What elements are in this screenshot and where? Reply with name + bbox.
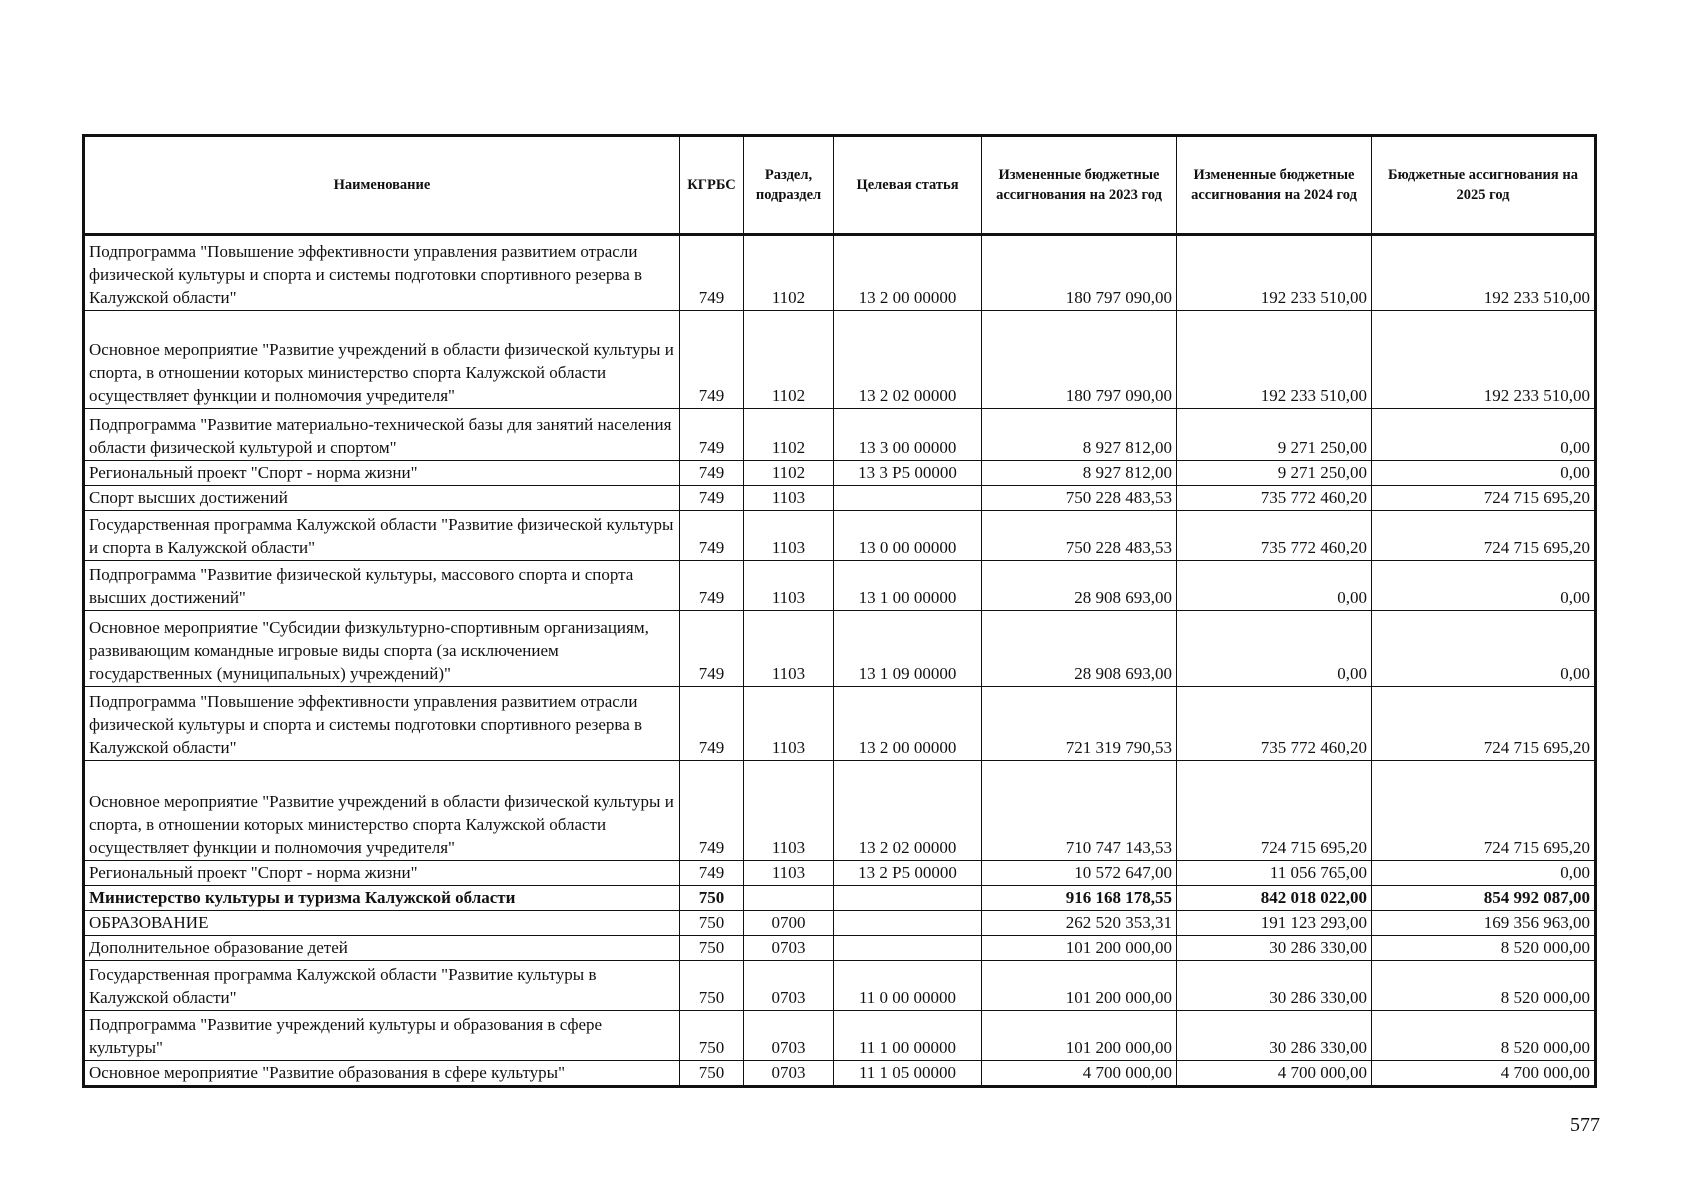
table-row [84,611,1596,687]
cell-2025: 0,00 [1372,561,1596,611]
cell-target: 13 2 00 00000 [834,235,982,311]
table-body [84,235,1596,1087]
cell-2025: 8 520 000,00 [1372,961,1596,1011]
header-target: Целевая статья [834,136,982,235]
cell-section [744,886,834,911]
cell-2024: 735 772 460,20 [1177,486,1372,511]
cell-2025: 192 233 510,00 [1372,311,1596,409]
cell-section: 0703 [744,936,834,961]
table-row [84,311,1596,409]
cell-section: 1103 [744,861,834,886]
cell-2023: 916 168 178,55 [982,886,1177,911]
table-row [84,761,1596,861]
cell-kgrbs: 750 [680,936,744,961]
header-2024: Измененные бюджетные ассигнования на 2024 год [1177,136,1372,235]
cell-2023: 8 927 812,00 [982,461,1177,486]
cell-name: Подпрограмма "Повышение эффективности управления развитием отрасли физической культуры и спорта и системы подготовки спортивного резерва в Калужской области" [84,235,680,311]
cell-kgrbs: 750 [680,911,744,936]
cell-target: 13 2 P5 00000 [834,861,982,886]
table-row [84,561,1596,611]
cell-name: Основное мероприятие "Развитие учреждений в области физической культуры и спорта, в отношении которых министерство спорта Калужской области осуществляет функции и полномочия учредителя" [84,311,680,409]
cell-2023: 101 200 000,00 [982,936,1177,961]
cell-2023: 750 228 483,53 [982,511,1177,561]
cell-name: Основное мероприятие "Развитие учреждений в области физической культуры и спорта, в отношении которых министерство спорта Калужской области осуществляет функции и полномочия учредителя" [84,761,680,861]
cell-2025: 0,00 [1372,461,1596,486]
cell-2023: 710 747 143,53 [982,761,1177,861]
header-kgrbs: КГРБС [680,136,744,235]
header-section: Раздел, подраздел [744,136,834,235]
cell-2025: 8 520 000,00 [1372,936,1596,961]
cell-2024: 0,00 [1177,611,1372,687]
cell-target [834,936,982,961]
cell-name: Министерство культуры и туризма Калужской области [84,886,680,911]
cell-2023: 28 908 693,00 [982,611,1177,687]
cell-section: 1103 [744,486,834,511]
cell-2024: 0,00 [1177,561,1372,611]
header-2023: Измененные бюджетные ассигнования на 2023 год [982,136,1177,235]
cell-name: Подпрограмма "Повышение эффективности управления развитием отрасли физической культуры и спорта и системы подготовки спортивного резерва в Калужской области" [84,687,680,761]
cell-2025: 192 233 510,00 [1372,235,1596,311]
cell-2023: 4 700 000,00 [982,1061,1177,1087]
cell-name: Подпрограмма "Развитие учреждений культуры и образования в сфере культуры" [84,1011,680,1061]
cell-target: 11 1 00 00000 [834,1011,982,1061]
cell-2024: 192 233 510,00 [1177,311,1372,409]
cell-2025: 0,00 [1372,409,1596,461]
cell-section: 1102 [744,235,834,311]
cell-2025: 724 715 695,20 [1372,486,1596,511]
cell-section: 0703 [744,1061,834,1087]
header-name: Наименование [84,136,680,235]
cell-2024: 9 271 250,00 [1177,409,1372,461]
cell-section: 1102 [744,409,834,461]
table-row [84,961,1596,1011]
cell-name: Спорт высших достижений [84,486,680,511]
cell-name: Основное мероприятие "Субсидии физкультурно-спортивным организациям, развивающим командные игровые виды спорта (за исключением государственных (муниципальных) учреждений)" [84,611,680,687]
cell-section: 0703 [744,1011,834,1061]
cell-name: Государственная программа Калужской области "Развитие физической культуры и спорта в Калужской области" [84,511,680,561]
table-row [84,936,1596,961]
cell-name: ОБРАЗОВАНИЕ [84,911,680,936]
cell-2024: 11 056 765,00 [1177,861,1372,886]
cell-target: 11 1 05 00000 [834,1061,982,1087]
cell-2024: 30 286 330,00 [1177,1011,1372,1061]
header-row [84,136,1596,235]
cell-target: 13 0 00 00000 [834,511,982,561]
cell-name: Региональный проект "Спорт - норма жизни" [84,861,680,886]
cell-kgrbs: 749 [680,687,744,761]
cell-kgrbs: 750 [680,886,744,911]
cell-section: 1103 [744,511,834,561]
cell-2023: 180 797 090,00 [982,311,1177,409]
cell-2025: 724 715 695,20 [1372,761,1596,861]
cell-2025: 8 520 000,00 [1372,1011,1596,1061]
table-row [84,1061,1596,1087]
table-row [84,687,1596,761]
cell-kgrbs: 749 [680,511,744,561]
cell-kgrbs: 749 [680,761,744,861]
cell-2023: 180 797 090,00 [982,235,1177,311]
cell-2025: 724 715 695,20 [1372,687,1596,761]
cell-target: 13 2 02 00000 [834,311,982,409]
cell-2023: 262 520 353,31 [982,911,1177,936]
cell-section: 1103 [744,687,834,761]
table-row [84,235,1596,311]
cell-2024: 191 123 293,00 [1177,911,1372,936]
cell-2025: 4 700 000,00 [1372,1061,1596,1087]
cell-kgrbs: 749 [680,461,744,486]
table-row [84,461,1596,486]
cell-target: 13 2 02 00000 [834,761,982,861]
cell-2024: 735 772 460,20 [1177,687,1372,761]
cell-2023: 28 908 693,00 [982,561,1177,611]
cell-2023: 101 200 000,00 [982,961,1177,1011]
table-row [84,486,1596,511]
cell-2025: 0,00 [1372,611,1596,687]
cell-kgrbs: 749 [680,311,744,409]
cell-2023: 8 927 812,00 [982,409,1177,461]
cell-name: Дополнительное образование детей [84,936,680,961]
cell-target [834,911,982,936]
cell-section: 1103 [744,561,834,611]
cell-2025: 724 715 695,20 [1372,511,1596,561]
cell-kgrbs: 749 [680,861,744,886]
cell-2025: 854 992 087,00 [1372,886,1596,911]
cell-target [834,486,982,511]
cell-name: Основное мероприятие "Развитие образования в сфере культуры" [84,1061,680,1087]
table-row [84,1011,1596,1061]
cell-kgrbs: 750 [680,1011,744,1061]
cell-2023: 750 228 483,53 [982,486,1177,511]
table-row [84,861,1596,886]
cell-2025: 169 356 963,00 [1372,911,1596,936]
cell-2024: 4 700 000,00 [1177,1061,1372,1087]
cell-2023: 10 572 647,00 [982,861,1177,886]
cell-kgrbs: 749 [680,486,744,511]
table-row [84,409,1596,461]
cell-kgrbs: 750 [680,1061,744,1087]
cell-target: 13 2 00 00000 [834,687,982,761]
cell-2024: 30 286 330,00 [1177,936,1372,961]
cell-section: 1103 [744,611,834,687]
cell-section: 1103 [744,761,834,861]
cell-2024: 842 018 022,00 [1177,886,1372,911]
cell-name: Подпрограмма "Развитие материально-технической базы для занятий населения области физической культурой и спортом" [84,409,680,461]
cell-name: Государственная программа Калужской области "Развитие культуры в Калужской области" [84,961,680,1011]
cell-2024: 724 715 695,20 [1177,761,1372,861]
cell-target: 13 3 P5 00000 [834,461,982,486]
table-row [84,511,1596,561]
cell-kgrbs: 749 [680,409,744,461]
cell-section: 1102 [744,461,834,486]
cell-target: 11 0 00 00000 [834,961,982,1011]
header-2025: Бюджетные ассигнования на 2025 год [1372,136,1596,235]
cell-name: Региональный проект "Спорт - норма жизни" [84,461,680,486]
table-row [84,886,1596,911]
cell-target: 13 1 00 00000 [834,561,982,611]
cell-2023: 101 200 000,00 [982,1011,1177,1061]
cell-target [834,886,982,911]
page-number: 577 [1570,1114,1600,1136]
cell-2024: 30 286 330,00 [1177,961,1372,1011]
cell-2024: 735 772 460,20 [1177,511,1372,561]
cell-target: 13 1 09 00000 [834,611,982,687]
cell-2024: 192 233 510,00 [1177,235,1372,311]
cell-target: 13 3 00 00000 [834,409,982,461]
budget-table [82,134,1597,1088]
cell-2025: 0,00 [1372,861,1596,886]
cell-2024: 9 271 250,00 [1177,461,1372,486]
cell-kgrbs: 749 [680,561,744,611]
cell-kgrbs: 749 [680,235,744,311]
cell-section: 1102 [744,311,834,409]
cell-section: 0700 [744,911,834,936]
cell-kgrbs: 750 [680,961,744,1011]
cell-kgrbs: 749 [680,611,744,687]
table-row [84,911,1596,936]
cell-2023: 721 319 790,53 [982,687,1177,761]
cell-name: Подпрограмма "Развитие физической культуры, массового спорта и спорта высших достижений" [84,561,680,611]
cell-section: 0703 [744,961,834,1011]
